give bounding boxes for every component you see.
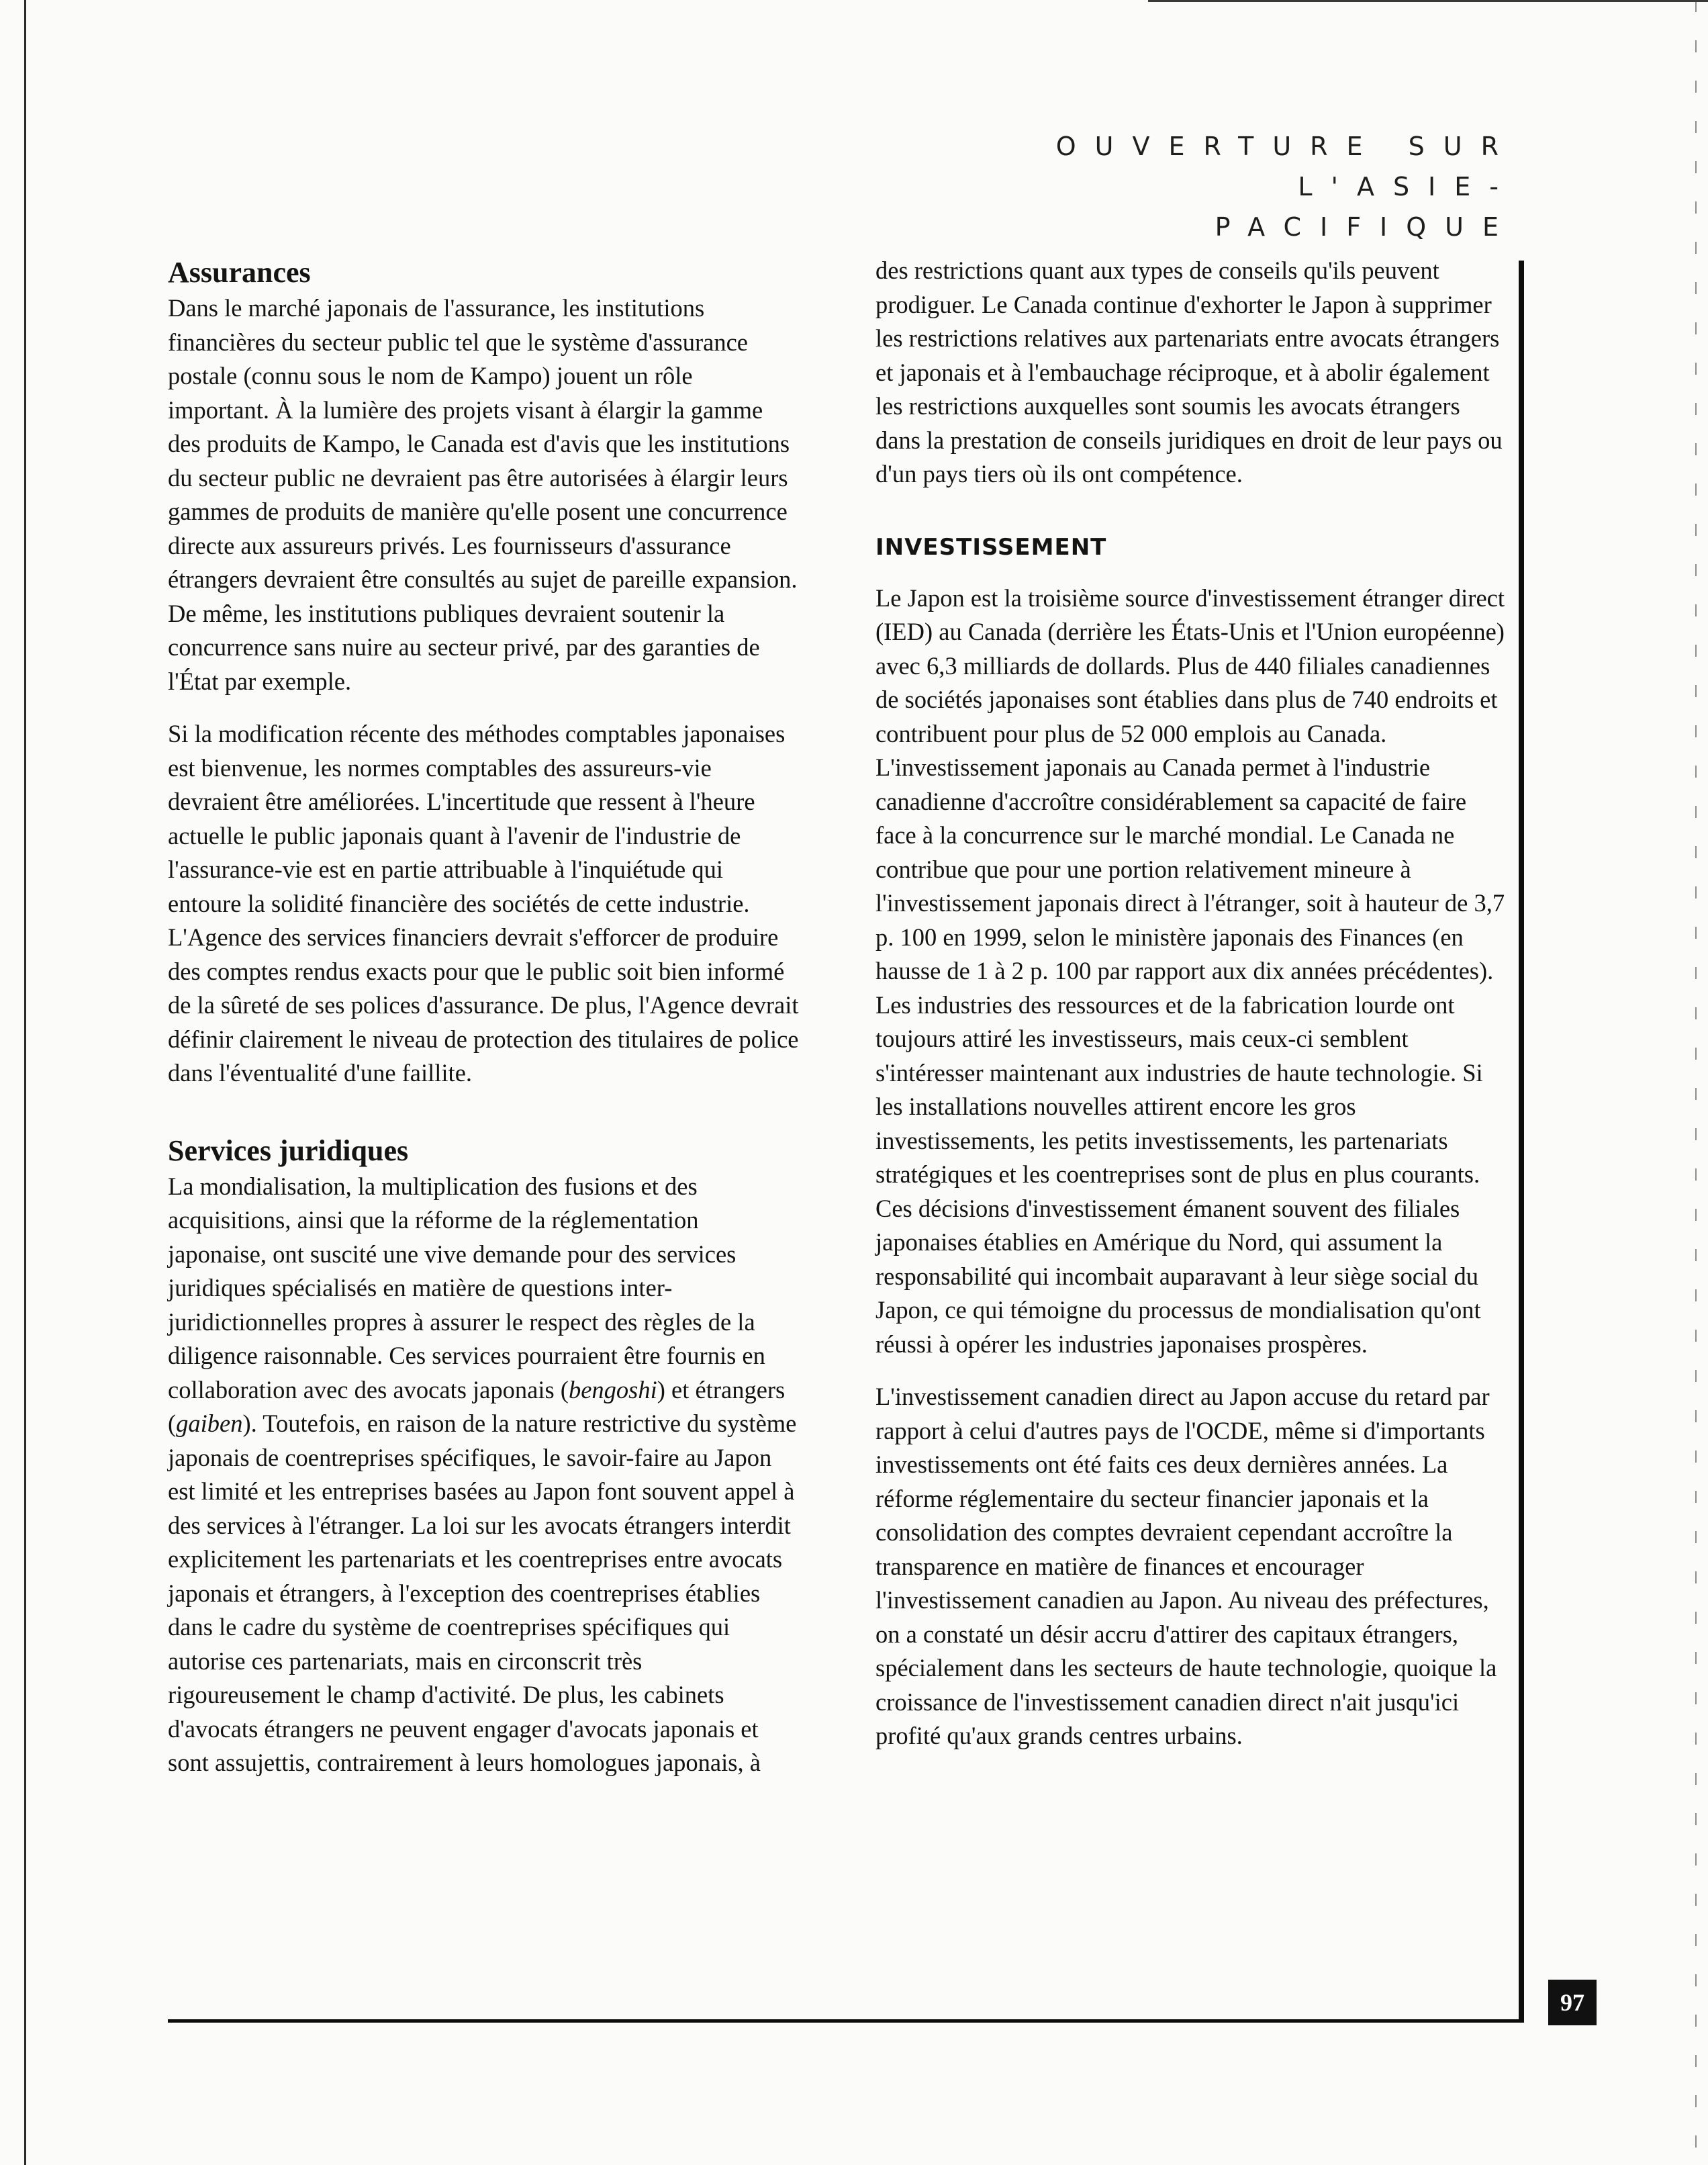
paragraph-services-text-c: ). Toutefois, en raison de la nature restrictive du système japonais de coentreprises spécifiques, le savoir-faire au Japon est limité et les entreprises basées au Japon font souvent appel à des services à l'étranger. La loi sur les avocats étrangers interdit explicitement les partenariats et les coentreprises entre avocats japonais et étrangers, à l'exception des coentreprises établies dans le cadre du système de coentreprises spécifiques qui autorise ces partenariats, mais en circonscrit très rigoureusement le champ d'activité. De plus, les cabinets d'avocats étrangers ne peuvent engager d'avocats japonais et sont assujettis, contrairement à leurs homologues japonais, à	[168, 1410, 797, 1776]
right-column	[875, 254, 1507, 1772]
term-bengoshi: bengoshi	[568, 1375, 657, 1403]
top-rule	[1148, 0, 1708, 2]
paragraph-investissement-2: L'investissement canadien direct au Japon accuse du retard par rapport à celui d'autres pays de l'OCDE, même si d'importants investissements ont été faits ces deux dernières années. La réforme réglementaire du secteur financier japonais et la consolidation des comptes devraient cependant accroître la transparence en matière de finances et encourager l'investissement canadien au Japon. Au niveau des préfectures, on a constaté un désir accru d'attirer des capitaux étrangers, spécialement dans les secteurs de haute technologie, quoique la croissance de l'investissement canadien direct n'ait jusqu'ici profité qu'aux grands centres urbains.	[875, 1383, 1497, 1749]
running-head	[1021, 126, 1517, 247]
scan-edge-right	[1695, 0, 1697, 2165]
heading-assurances: Assurances	[168, 256, 311, 289]
paragraph-services-juridiques	[168, 1170, 799, 1780]
running-head-line-2: L'ASIE-PACIFIQUE	[1215, 172, 1517, 242]
paragraph-assurances-2: Si la modification récente des méthodes comptables japonaises est bienvenue, les normes comptables des assureurs-vie devraient être améliorées. L'incertitude que ressent à l'heure actuelle le public japonais quant à l'avenir de l'industrie de l'assurance-vie est en partie attribuable à l'inquiétude qui entoure la solidité financière des sociétés de cette industrie. L'Agence des services financiers devrait s'efforcer de produire des comptes rendus exacts pour que le public soit bien informé de la sûreté de ses polices d'assurance. De plus, l'Agence devrait définir clairement le niveau de protection des titulaires de police dans l'éventualité d'une faillite.	[168, 720, 799, 1087]
paragraph-services-continued: des restrictions quant aux types de conseils qu'ils peuvent prodiguer. Le Canada continue d'exhorter le Japon à supprimer les restrictions relatives aux partenariats entre avocats étrangers et japonais et à l'embauchage réciproque, et à abolir également les restrictions auxquelles sont soumis les avocats étrangers dans la prestation de conseils juridiques en droit de leur pays ou d'un pays tiers où ils ont compétence.	[875, 257, 1503, 488]
heading-investissement: INVESTISSEMENT	[875, 533, 1107, 561]
left-column	[168, 254, 799, 1799]
running-head-line-1: OUVERTURE SUR	[1055, 132, 1517, 161]
term-gaiben: gaiben	[176, 1410, 243, 1437]
paragraph-services-text-a: La mondialisation, la multiplication des fusions et des acquisitions, ainsi que la réforme de la réglementation japonaise, ont suscité une vive demande pour des services juridiques spécialisés en matière de questions inter-juridictionnelles propres à assurer le respect des règles de la diligence raisonnable. Ces services pourraient être fournis en collaboration avec des avocats japonais (	[168, 1172, 765, 1403]
scan-edge-left	[24, 0, 26, 2165]
paragraph-investissement-1: Le Japon est la troisième source d'investissement étranger direct (IED) au Canada (derrière les États-Unis et l'Union européenne) avec 6,3 milliards de dollards. Plus de 440 filiales canadiennes de sociétés japonaises sont établies dans plus de 740 endroits et contribuent pour plus de 52 000 emplois au Canada. L'investissement japonais au Canada permet à l'industrie canadienne d'accroître considérablement sa capacité de faire face à la concurrence sur le marché mondial. Le Canada ne contribue que pour une portion relativement mineure à l'investissement japonais direct à l'étranger, soit à hauteur de 3,7 p. 100 en 1999, selon le ministère japonais des Finances (en hausse de 1 à 2 p. 100 par rapport aux dix années précédentes). Les industries des ressources et de la fabrication lourde ont toujours attiré les investisseurs, mais ceux-ci semblent s'intéresser maintenant aux industries de haute technologie. Si les installations nouvelles attirent encore les gros investissements, les petits investissements, les partenariats stratégiques et les coentreprises sont de plus en plus courants. Ces décisions d'investissement émanent souvent des filiales japonaises établies en Amérique du Nord, qui assument la responsabilité qui incombait auparavant à leur siège social du Japon, ce qui témoigne du processus de mondialisation qu'ont réussi à opérer les industries japonaises prospères.	[875, 584, 1505, 1358]
page-number: 97	[1548, 1980, 1597, 2025]
right-vertical-rule	[1519, 261, 1524, 2020]
bottom-rule	[168, 2019, 1524, 2023]
paragraph-assurances-1: Dans le marché japonais de l'assurance, les institutions financières du secteur public tel que le système d'assurance postale (connu sous le nom de Kampo) jouent un rôle important. À la lumière des projets visant à élargir la gamme des produits de Kampo, le Canada est d'avis que les institutions du secteur public ne devraient pas être autorisées à élargir leurs gammes de produits de manière qu'elle posent une concurrence directe aux assureurs privés. Les fournisseurs d'assurance étrangers devraient être consultés au sujet de pareille expansion. De même, les institutions publiques devraient soutenir la concurrence sans nuire au secteur privé, par des garanties de l'État par exemple.	[168, 294, 798, 695]
paragraph-services-text-b: ) et étrangers (	[168, 1375, 786, 1437]
heading-services-juridiques: Services juridiques	[168, 1134, 409, 1167]
